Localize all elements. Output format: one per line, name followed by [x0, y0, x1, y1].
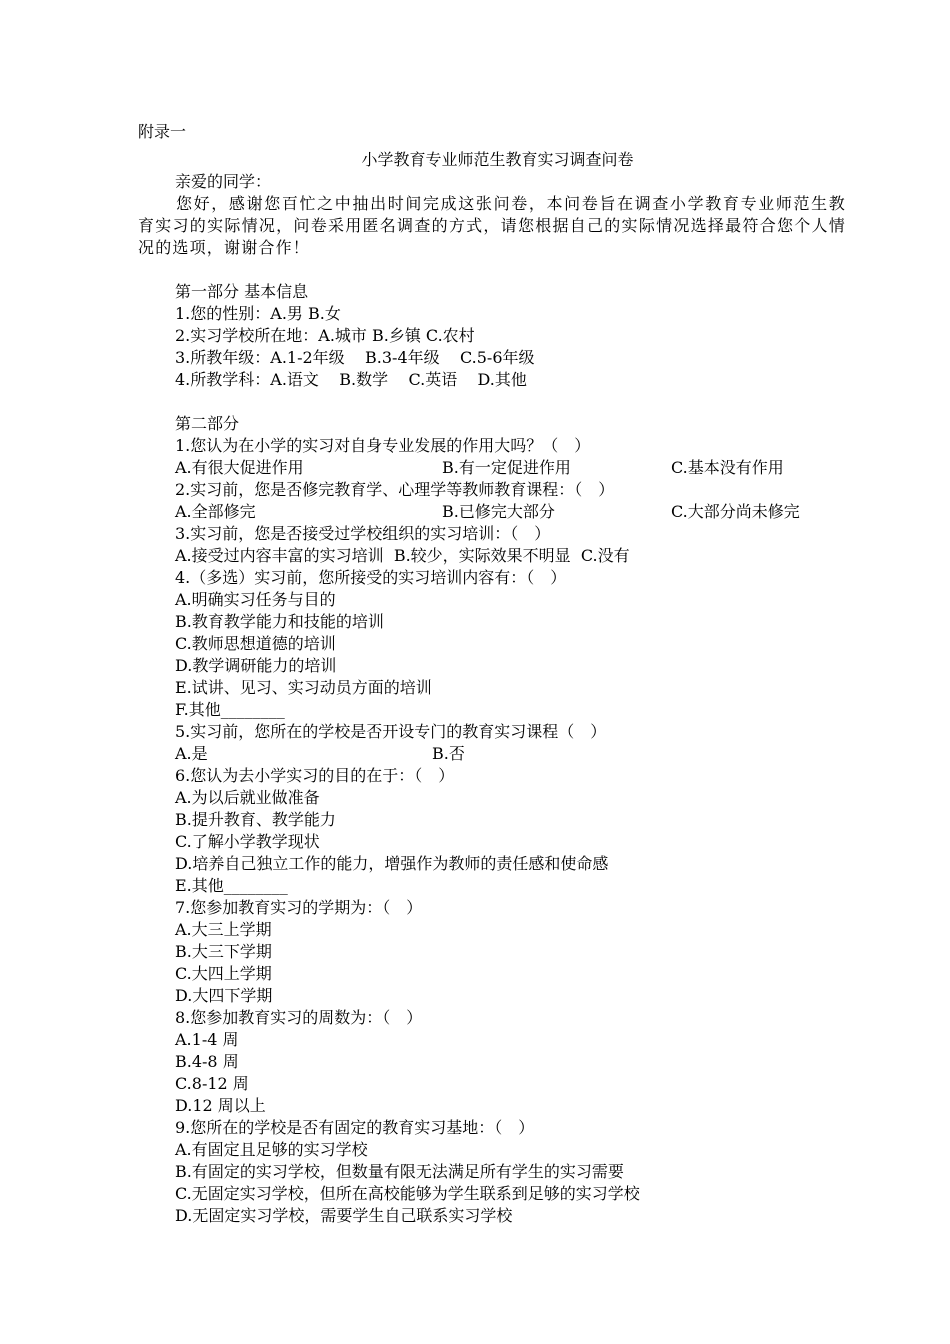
q5-option-a: A.是 — [175, 744, 208, 763]
part1-question-4: 4.所教学科：A.语文 B.数学 C.英语 D.其他 — [175, 370, 527, 389]
question-8: 8.您参加教育实习的周数为：（ ） — [175, 1008, 423, 1027]
intro-paragraph: 您好，感谢您百忙之中抽出时间完成这张问卷，本问卷旨在调查小学教育专业师范生教育实习的实际情况，问卷采用匿名调查的方式，请您根据自己的实际情况选择最符合您个人情况的选项，谢谢合作！ — [138, 194, 846, 257]
q7-option-c: C.大四上学期 — [175, 964, 272, 983]
q5-option-b: B.否 — [432, 744, 465, 763]
part1-question-3: 3.所教年级：A.1-2年级 B.3-4年级 C.5-6年级 — [175, 348, 535, 367]
q6-option-d: D.培养自己独立工作的能力，增强作为教师的责任感和使命感 — [175, 854, 609, 873]
q1-option-a: A.有很大促进作用 — [175, 458, 304, 477]
q3-options: A.接受过内容丰富的实习培训 B.较少，实际效果不明显 C.没有 — [175, 546, 630, 565]
q9-option-d: D.无固定实习学校，需要学生自己联系实习学校 — [175, 1206, 513, 1225]
q8-option-c: C.8-12 周 — [175, 1074, 249, 1093]
q2-option-b: B.已修完大部分 — [442, 502, 555, 521]
question-5: 5.实习前，您所在的学校是否开设专门的教育实习课程（ ） — [175, 722, 607, 741]
q2-option-a: A.全部修完 — [175, 502, 256, 521]
q8-option-a: A.1-4 周 — [175, 1030, 239, 1049]
q9-option-c: C.无固定实习学校，但所在高校能够为学生联系到足够的实习学校 — [175, 1184, 640, 1203]
survey-title: 小学教育专业师范生教育实习调查问卷 — [361, 150, 634, 169]
question-2: 2.实习前，您是否修完教育学、心理学等教师教育课程：（ ） — [175, 480, 615, 499]
q2-option-c: C.大部分尚未修完 — [671, 502, 800, 521]
question-3: 3.实习前，您是否接受过学校组织的实习培训：（ ） — [175, 524, 551, 543]
part1-question-1: 1.您的性别：A.男 B.女 — [175, 304, 341, 323]
q7-option-a: A.大三上学期 — [175, 920, 272, 939]
part1-question-2: 2.实习学校所在地：A.城市 B.乡镇 C.农村 — [175, 326, 475, 345]
q9-option-b: B.有固定的实习学校，但数量有限无法满足所有学生的实习需要 — [175, 1162, 624, 1181]
q6-option-a: A.为以后就业做准备 — [175, 788, 320, 807]
q4-option-e: E.试讲、见习、实习动员方面的培训 — [175, 678, 432, 697]
q4-option-f: F.其他________ — [175, 700, 285, 719]
appendix-label: 附录一 — [138, 122, 187, 141]
question-9: 9.您所在的学校是否有固定的教育实习基地：（ ） — [175, 1118, 535, 1137]
q1-option-b: B.有一定促进作用 — [442, 458, 571, 477]
q6-option-b: B.提升教育、教学能力 — [175, 810, 336, 829]
q7-option-d: D.大四下学期 — [175, 986, 273, 1005]
part2-heading: 第二部分 — [175, 414, 240, 433]
part1-heading: 第一部分 基本信息 — [175, 282, 309, 301]
q6-option-c: C.了解小学教学现状 — [175, 832, 320, 851]
q4-option-b: B.教育教学能力和技能的培训 — [175, 612, 384, 631]
q1-option-c: C.基本没有作用 — [671, 458, 784, 477]
greeting: 亲爱的同学： — [175, 172, 272, 191]
q4-option-c: C.教师思想道德的培训 — [175, 634, 336, 653]
question-7: 7.您参加教育实习的学期为：（ ） — [175, 898, 423, 917]
q4-option-d: D.教学调研能力的培训 — [175, 656, 337, 675]
q9-option-a: A.有固定且足够的实习学校 — [175, 1140, 368, 1159]
question-4: 4.（多选）实习前，您所接受的实习培训内容有：（ ） — [175, 568, 567, 587]
q8-option-d: D.12 周以上 — [175, 1096, 266, 1115]
q7-option-b: B.大三下学期 — [175, 942, 272, 961]
q6-option-e: E.其他________ — [175, 876, 288, 895]
q8-option-b: B.4-8 周 — [175, 1052, 239, 1071]
question-6: 6.您认为去小学实习的目的在于：（ ） — [175, 766, 455, 785]
question-1: 1.您认为在小学的实习对自身专业发展的作用大吗？（ ） — [175, 436, 591, 455]
q4-option-a: A.明确实习任务与目的 — [175, 590, 336, 609]
